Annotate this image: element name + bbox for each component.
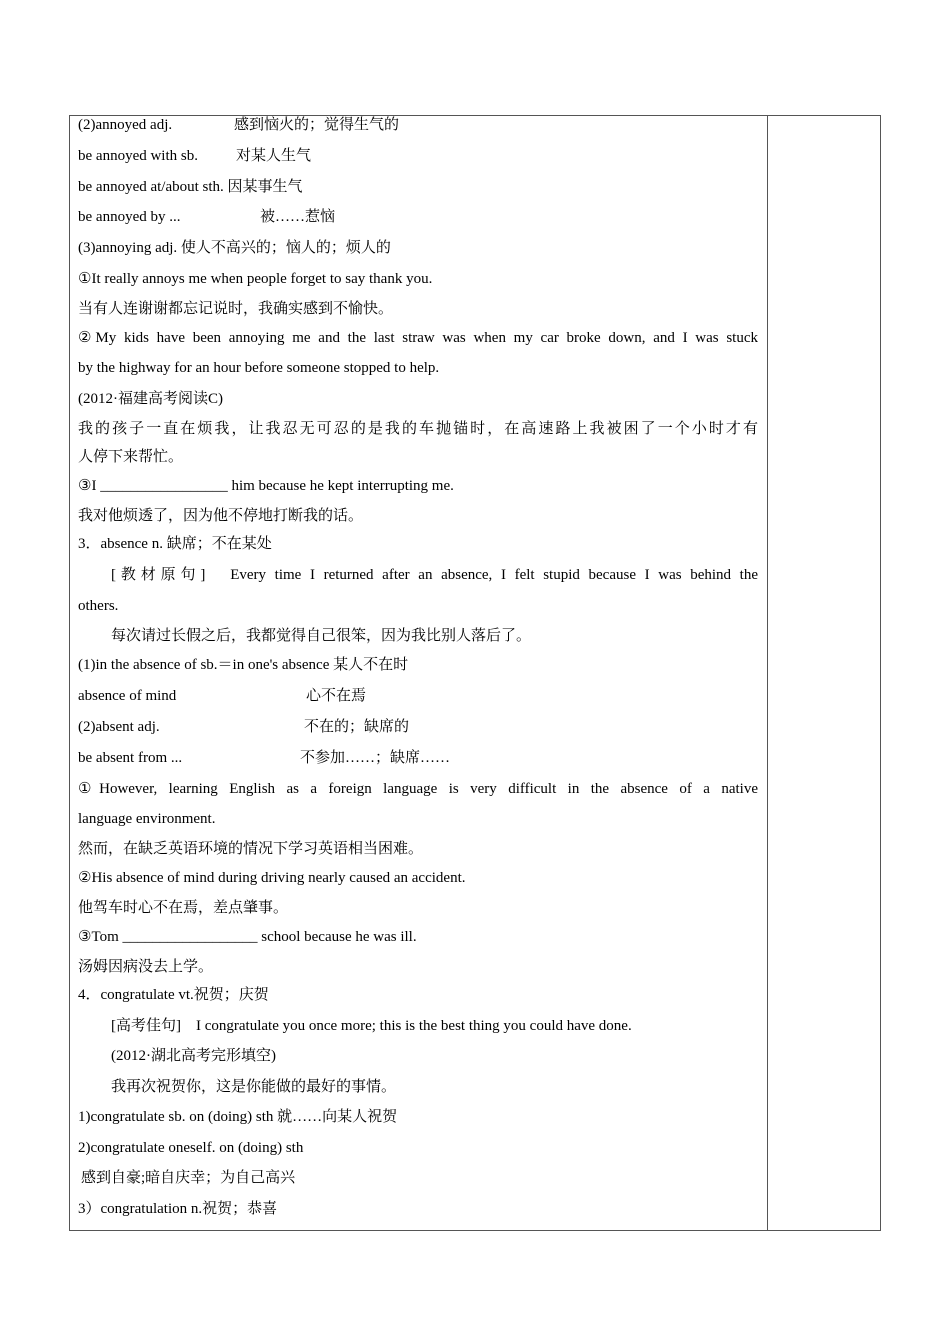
- textbook-quote: others.: [78, 598, 119, 614]
- translation-line: 汤姆因病没去上学。: [78, 959, 214, 975]
- example-sentence: language environment.: [78, 811, 216, 827]
- translation-line: 然而，在缺乏英语环境的情况下学习英语相当困难。: [78, 841, 424, 857]
- section-heading: 4．congratulate vt.祝贺；庆贺: [78, 987, 269, 1003]
- text-term: be annoyed by ...: [78, 209, 181, 225]
- text-line: 1)congratulate sb. on (doing) sth 就……向某人祝贺: [78, 1109, 398, 1125]
- translation-line: 当有人连谢谢都忘记说时，我确实感到不愉快。: [78, 301, 394, 317]
- fill-in-exercise: ③Tom __________________ school because he was ill.: [78, 929, 417, 945]
- section-heading: 3．absence n. 缺席；不在某处: [78, 536, 272, 552]
- translation-line: 我的孩子一直在烦我，让我忍无可忍的是我的车抛锚时，在高速路上我被困了一个小时才有: [78, 421, 758, 437]
- translation-line: 他驾车时心不在焉，差点肇事。: [78, 900, 289, 916]
- translation-line: 人停下来帮忙。: [78, 449, 184, 465]
- text-term: (2)absent adj.: [78, 719, 160, 735]
- text-line: [78, 207, 758, 227]
- text-line: [78, 748, 758, 768]
- text-gloss: 不参加……；缺席……: [300, 750, 451, 766]
- text-line: (1)in the absence of sb.＝in one's absence 某人不在时: [78, 657, 409, 673]
- text-line: [78, 146, 758, 166]
- text-line: be annoyed at/about sth. 因某事生气: [78, 179, 303, 195]
- text-gloss: 被……惹恼: [260, 209, 336, 225]
- exam-quote: [高考佳句] I congratulate you once more; this is the best thing you could have done.: [111, 1018, 632, 1034]
- text-term: (2)annoyed adj.: [78, 117, 173, 133]
- text-term: be absent from ...: [78, 750, 183, 766]
- translation-line: 我再次祝贺你，这是你能做的最好的事情。: [111, 1079, 397, 1095]
- example-sentence: ①However, learning English as a foreign language is very difficult in the absence of a native: [78, 781, 758, 797]
- text-gloss: 不在的；缺席的: [304, 719, 410, 735]
- fill-in-exercise: ③I _________________ him because he kept interrupting me.: [78, 478, 454, 494]
- example-sentence: by the highway for an hour before someone stopped to help.: [78, 360, 440, 376]
- text-gloss: 感到恼火的；觉得生气的: [234, 117, 400, 133]
- text-term: be annoyed with sb.: [78, 148, 198, 164]
- text-line: 2)congratulate oneself. on (doing) sth: [78, 1140, 304, 1156]
- text-line: [78, 717, 758, 737]
- text-line: (3)annoying adj. 使人不高兴的；恼人的；烦人的: [78, 240, 391, 256]
- example-sentence: ①It really annoys me when people forget to say thank you.: [78, 271, 433, 287]
- text-line: [78, 686, 758, 706]
- text-gloss: 心不在焉: [306, 688, 367, 704]
- textbook-quote: [教材原句] Every time I returned after an absence, I felt stupid because I was behind the: [111, 567, 758, 583]
- text-term: absence of mind: [78, 688, 177, 704]
- translation-line: 每次请过长假之后，我都觉得自己很笨，因为我比别人落后了。: [111, 628, 532, 644]
- text-line: [78, 115, 758, 135]
- translation-line: 我对他烦透了，因为他不停地打断我的话。: [78, 508, 364, 524]
- text-gloss: 对某人生气: [236, 148, 312, 164]
- source-citation: (2012·湖北高考完形填空): [111, 1048, 276, 1064]
- text-line: 感到自豪;暗自庆幸；为自己高兴: [81, 1170, 296, 1186]
- text-line: 3）congratulation n.祝贺；恭喜: [78, 1201, 278, 1217]
- source-citation: (2012·福建高考阅读C): [78, 391, 223, 407]
- example-sentence: ②My kids have been annoying me and the last straw was when my car broke down, and I was stuck: [78, 330, 758, 346]
- example-sentence: ②His absence of mind during driving nearly caused an accident.: [78, 870, 466, 886]
